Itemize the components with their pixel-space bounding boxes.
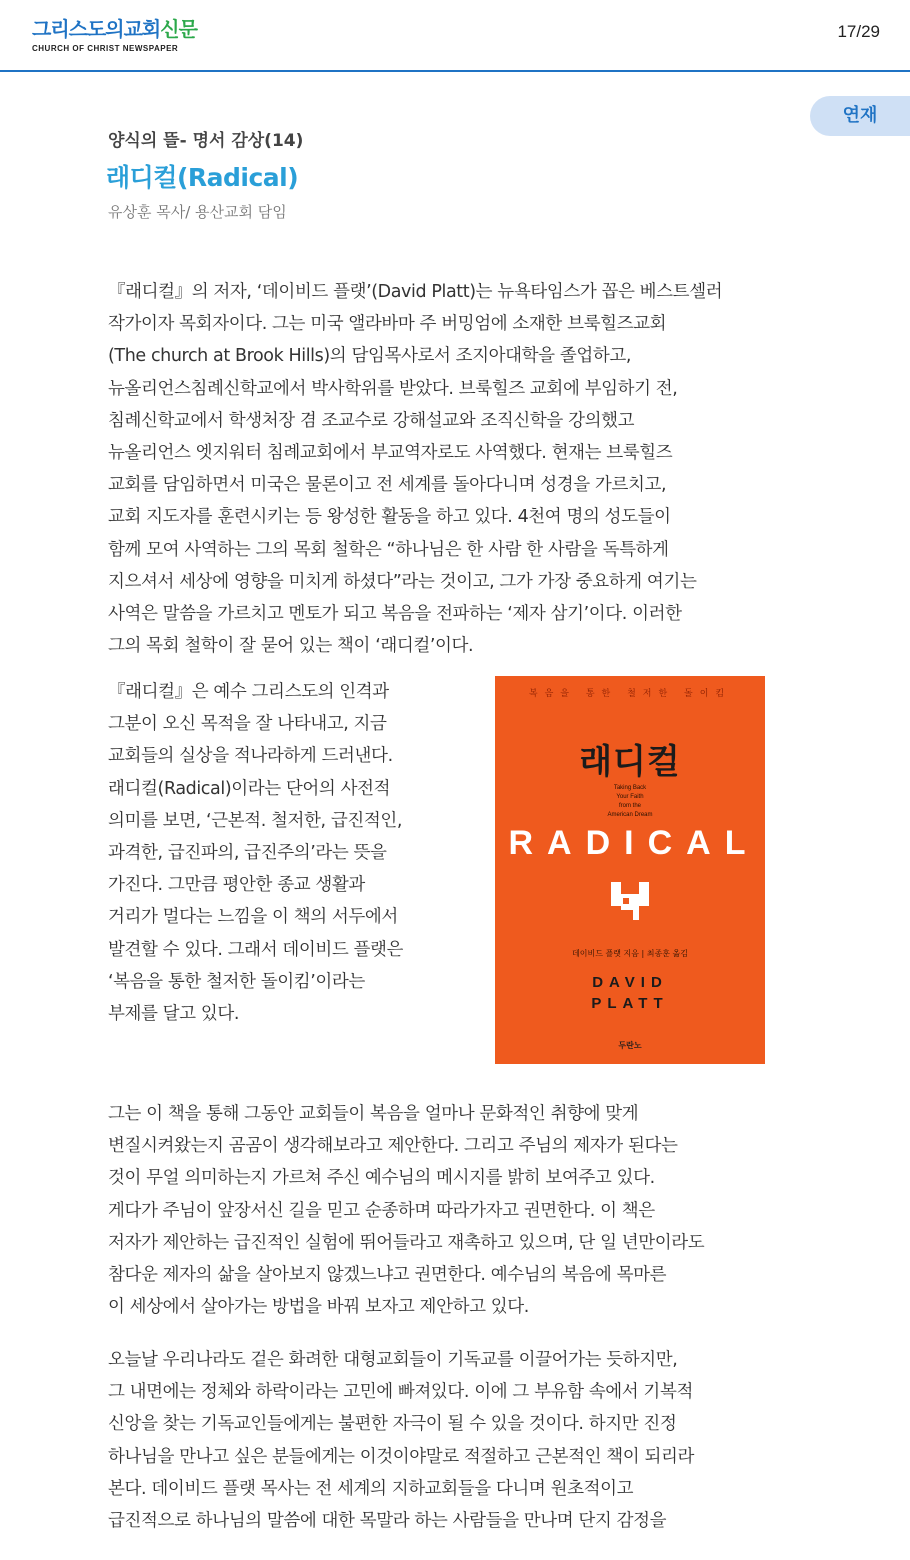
text-line: 하나님을 만나고 싶은 분들에게는 이것이야말로 적절하고 근본적인 책이 되리라 <box>108 1446 694 1467</box>
newspaper-logo[interactable] <box>32 18 197 53</box>
text-line: 뉴올리언스 엣지워터 침례교회에서 부교역자로도 사역했다. 현재는 브룩힐즈 <box>108 443 673 464</box>
tagline-line: Taking Back <box>613 785 647 791</box>
author-line: PLATT <box>591 995 669 1012</box>
article-byline: 유상훈 목사/ 용산교회 담임 <box>108 203 287 221</box>
text-line: 사역은 말씀을 가르치고 멘토가 되고 복음을 전파하는 ‘제자 삼기’이다. 이러한 <box>108 604 682 625</box>
logo-subtitle: CHURCH OF CHRIST NEWSPAPER <box>32 44 179 53</box>
text-line: 변질시켜왔는지 곰곰이 생각해보라고 제안한다. 그리고 주님의 제자가 된다는 <box>108 1136 678 1157</box>
text-line: 뉴올리언스침례신학교에서 박사학위를 받았다. 브룩힐즈 교회에 부임하기 전, <box>108 378 678 399</box>
text-line: 과격한, 급진파의, 급진주의’라는 뜻을 <box>108 843 387 864</box>
publisher-logo: 두란노 <box>618 1041 642 1050</box>
tagline-line: Your Faith <box>616 794 644 800</box>
text-line: 이 세상에서 살아가는 방법을 바꿔 보자고 제안하고 있다. <box>108 1297 529 1318</box>
article-title: 래디컬(Radical) <box>106 163 299 192</box>
paragraph-4 <box>108 1344 808 1537</box>
text-line: 저자가 제안하는 급진적인 실험에 뛰어들라고 재촉하고 있으며, 단 일 년만이라도 <box>108 1232 705 1253</box>
paragraph-1 <box>108 276 808 662</box>
text-line: 『래디컬』의 저자, ‘데이비드 플랫’(David Platt)는 뉴욕타임스가 꼽은 베스트셀러 <box>108 282 723 302</box>
cross-emblem-icon <box>609 880 651 924</box>
text-line: 것이 무얼 의미하는지 가르쳐 주신 예수님의 메시지를 밝히 보여주고 있다. <box>108 1168 655 1189</box>
text-line: 거리가 멀다는 느낌을 이 책의 서두에서 <box>108 907 398 928</box>
tagline-line: from the <box>618 803 641 809</box>
book-tagline <box>585 784 675 820</box>
text-line: 가진다. 그만큼 평안한 종교 생활과 <box>108 875 365 896</box>
text-line: 래디컬(Radical)이라는 단어의 사전적 <box>108 778 391 799</box>
text-line: 신앙을 찾는 기독교인들에게는 불편한 자극이 될 수 있을 것이다. 하지만 진정 <box>108 1414 677 1435</box>
logo-main-text: 그리스도의교회 <box>32 17 161 41</box>
text-line: 게다가 주님이 앞장서신 길을 믿고 순종하며 따라가자고 권면한다. 이 책은 <box>108 1200 655 1221</box>
text-line: 참다운 제자의 삶을 살아보지 않겠느냐고 권면한다. 예수님의 복음에 목마른 <box>108 1265 667 1286</box>
text-line: 작가이자 목회자이다. 그는 미국 앨라바마 주 버밍엄에 소재한 브룩힐즈교회 <box>108 314 667 335</box>
book-author-credit: 데이비드 플랫 지음 | 최종훈 옮김 <box>572 949 688 958</box>
text-line: 『래디컬』은 예수 그리스도의 인격과 <box>108 682 389 702</box>
article-kicker: 양식의 뜰- 명서 감상(14) <box>108 131 304 151</box>
text-line: 의미를 보면, ‘근본적. 철저한, 급진적인, <box>108 810 403 831</box>
text-line: 급진적으로 하나님의 말씀에 대한 목말라 하는 사람들을 만나며 단지 감정을 <box>108 1511 667 1532</box>
book-title-korean: 래디컬 <box>579 742 681 782</box>
page-number: 17/29 <box>837 22 880 41</box>
text-line: 발견할 수 있다. 그래서 데이비드 플랫은 <box>108 939 404 960</box>
text-line: 그의 목회 철학이 잘 묻어 있는 책이 ‘래디컬’이다. <box>108 636 474 657</box>
book-title-english: RADICAL <box>508 824 760 862</box>
text-line: 그는 이 책을 통해 그동안 교회들이 복음을 얼마나 문화적인 취향에 맞게 <box>108 1104 639 1124</box>
text-line: 교회를 담임하면서 미국은 물론이고 전 세계를 돌아다니며 성경을 가르치고, <box>108 475 667 496</box>
tagline-line: American Dream <box>607 812 653 818</box>
text-line: (The church at Brook Hills)의 담임목사로서 조지아대학을 졸업하고, <box>108 346 632 367</box>
text-line: 교회 지도자를 훈련시키는 등 왕성한 활동을 하고 있다. 4천여 명의 성도들이 <box>108 507 671 528</box>
paragraph-3 <box>108 1098 808 1323</box>
text-line: 부제를 달고 있다. <box>108 1004 240 1025</box>
masthead <box>0 0 910 72</box>
logo-accent-text: 신문 <box>160 17 197 41</box>
logo-wordmark <box>32 18 197 40</box>
text-line: 지으셔서 세상에 영향을 미치게 하셨다”라는 것이고, 그가 가장 중요하게 여기는 <box>108 571 697 592</box>
text-line: 교회들의 실상을 적나라하게 드러낸다. <box>108 746 393 767</box>
author-line: DAVID <box>592 974 668 991</box>
text-line: 오늘날 우리나라도 겉은 화려한 대형교회들이 기독교를 이끌어가는 듯하지만, <box>108 1350 678 1370</box>
text-line: 본다. 데이비드 플랫 목사는 전 세계의 지하교회들을 다니며 원초적이고 <box>108 1478 634 1499</box>
text-line: 함께 모여 사역하는 그의 목회 철학은 “하나님은 한 사람 한 사람을 독특하게 <box>108 539 669 560</box>
paragraph-2 <box>108 676 478 1030</box>
book-author-name <box>495 972 765 1014</box>
book-subtitle: 복음을 통한 철저한 돌이킴 <box>528 689 732 699</box>
book-cover-image <box>495 676 765 1064</box>
text-line: ‘복음을 통한 철저한 돌이킴’이라는 <box>108 971 365 992</box>
text-line: 침례신학교에서 학생처장 겸 조교수로 강해설교와 조직신학을 강의했고 <box>108 410 635 431</box>
text-line: 그분이 오신 목적을 잘 나타내고, 지금 <box>108 714 387 735</box>
series-tab[interactable]: 연재 <box>810 96 910 136</box>
text-line: 그 내면에는 정체와 하락이라는 고민에 빠져있다. 이에 그 부유함 속에서 기복적 <box>108 1382 693 1403</box>
